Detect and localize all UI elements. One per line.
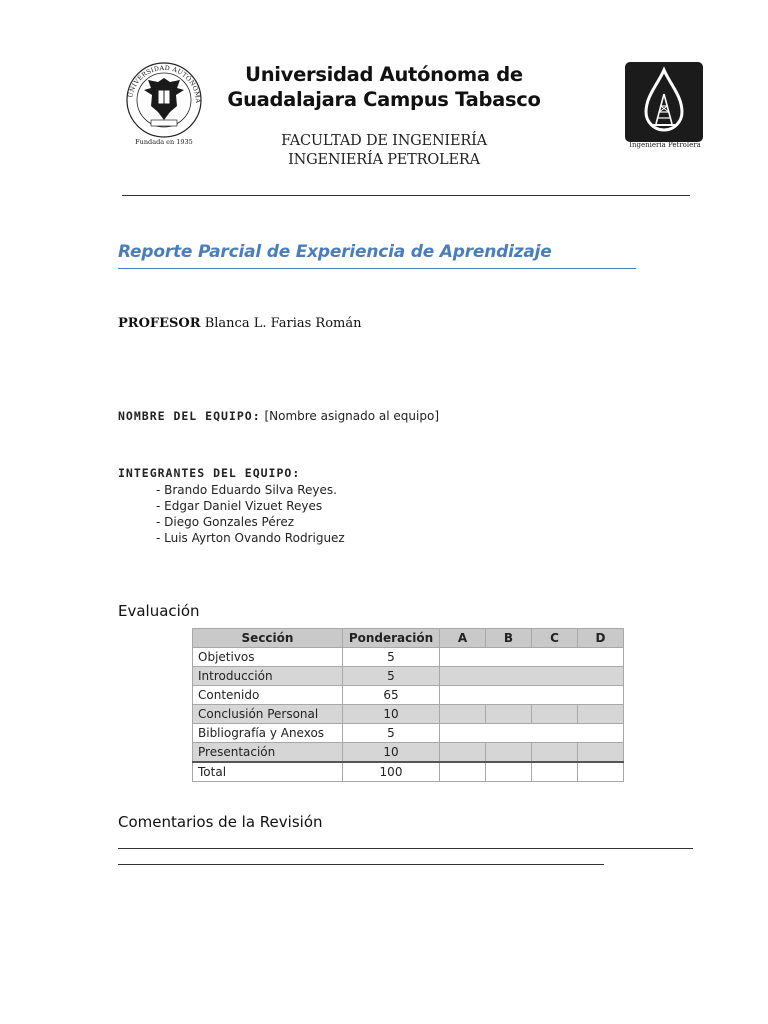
team-name-value: [Nombre asignado al equipo] (264, 409, 439, 423)
column-header: Ponderación (343, 629, 440, 648)
team-member: - Diego Gonzales Pérez (156, 515, 295, 529)
column-header: D (578, 629, 624, 648)
table-row (193, 686, 624, 705)
score-cell-c (532, 743, 578, 763)
team-member: - Brando Eduardo Silva Reyes. (156, 483, 337, 497)
comment-line (118, 848, 693, 849)
table-header-row (193, 629, 624, 648)
university-title-line-2: Guadalajara Campus Tabasco (227, 88, 541, 111)
team-member: - Luis Ayrton Ovando Rodriguez (156, 531, 345, 545)
section-cell: Introducción (193, 667, 343, 686)
score-cell-a (440, 705, 486, 724)
table-row-total (193, 762, 624, 782)
weight-cell: 100 (343, 762, 440, 782)
score-cell-c (532, 705, 578, 724)
profesor-label: PROFESOR (118, 316, 201, 331)
logo-caption: Ingeniería Petrolera (629, 141, 701, 149)
weight-cell: 5 (343, 648, 440, 667)
university-title-line-1: Universidad Autónoma de (245, 63, 523, 86)
weight-cell: 65 (343, 686, 440, 705)
table-row (193, 705, 624, 724)
table-row (193, 648, 624, 667)
score-cell-d (578, 705, 624, 724)
oil-derrick-drop-icon (625, 62, 703, 142)
evaluation-heading: Evaluación (118, 602, 200, 620)
column-header: B (486, 629, 532, 648)
weight-cell: 5 (343, 667, 440, 686)
section-cell: Bibliografía y Anexos (193, 724, 343, 743)
section-cell: Conclusión Personal (193, 705, 343, 724)
section-cell: Contenido (193, 686, 343, 705)
table-row (193, 743, 624, 763)
team-member: - Edgar Daniel Vizuet Reyes (156, 499, 323, 513)
score-cell-b (486, 705, 532, 724)
report-title-underline (118, 268, 636, 269)
score-cell-merged (440, 686, 624, 705)
team-members-list (156, 482, 345, 546)
score-cell-a (440, 762, 486, 782)
team-name-label: NOMBRE DEL EQUIPO: (118, 409, 261, 423)
score-cell-b (486, 762, 532, 782)
university-title (200, 62, 568, 112)
seal-founded-text: Fundada en 1935 (135, 138, 193, 146)
petroleum-engineering-logo (625, 62, 703, 142)
seal-ring-text: UNIVERSIDAD AUTÓNOMA (127, 64, 202, 104)
weight-cell: 10 (343, 743, 440, 763)
weight-cell: 5 (343, 724, 440, 743)
score-cell-merged (440, 667, 624, 686)
score-cell-d (578, 743, 624, 763)
faculty-block (200, 132, 568, 170)
profesor-name: Blanca L. Farias Román (204, 316, 362, 331)
score-cell-merged (440, 724, 624, 743)
score-cell-d (578, 762, 624, 782)
score-cell-b (486, 743, 532, 763)
faculty-line-2: INGENIERÍA PETROLERA (288, 152, 480, 168)
section-cell: Objetivos (193, 648, 343, 667)
score-cell-a (440, 743, 486, 763)
report-title: Reporte Parcial de Experiencia de Aprendizaje (118, 242, 552, 262)
uag-seal-logo (118, 58, 210, 148)
team-name-line (118, 409, 439, 423)
table-row (193, 667, 624, 686)
column-header: Sección (193, 629, 343, 648)
score-cell-c (532, 762, 578, 782)
score-cell-merged (440, 648, 624, 667)
section-cell: Presentación (193, 743, 343, 763)
column-header: A (440, 629, 486, 648)
evaluation-table (192, 628, 624, 782)
profesor-line (118, 316, 361, 331)
section-cell: Total (193, 762, 343, 782)
comment-line (118, 864, 604, 865)
faculty-line-1: FACULTAD DE INGENIERÍA (281, 133, 487, 149)
table-row (193, 724, 624, 743)
comments-heading: Comentarios de la Revisión (118, 813, 323, 831)
column-header: C (532, 629, 578, 648)
weight-cell: 10 (343, 705, 440, 724)
team-members-label: INTEGRANTES DEL EQUIPO: (118, 466, 301, 480)
header-divider (122, 195, 690, 196)
